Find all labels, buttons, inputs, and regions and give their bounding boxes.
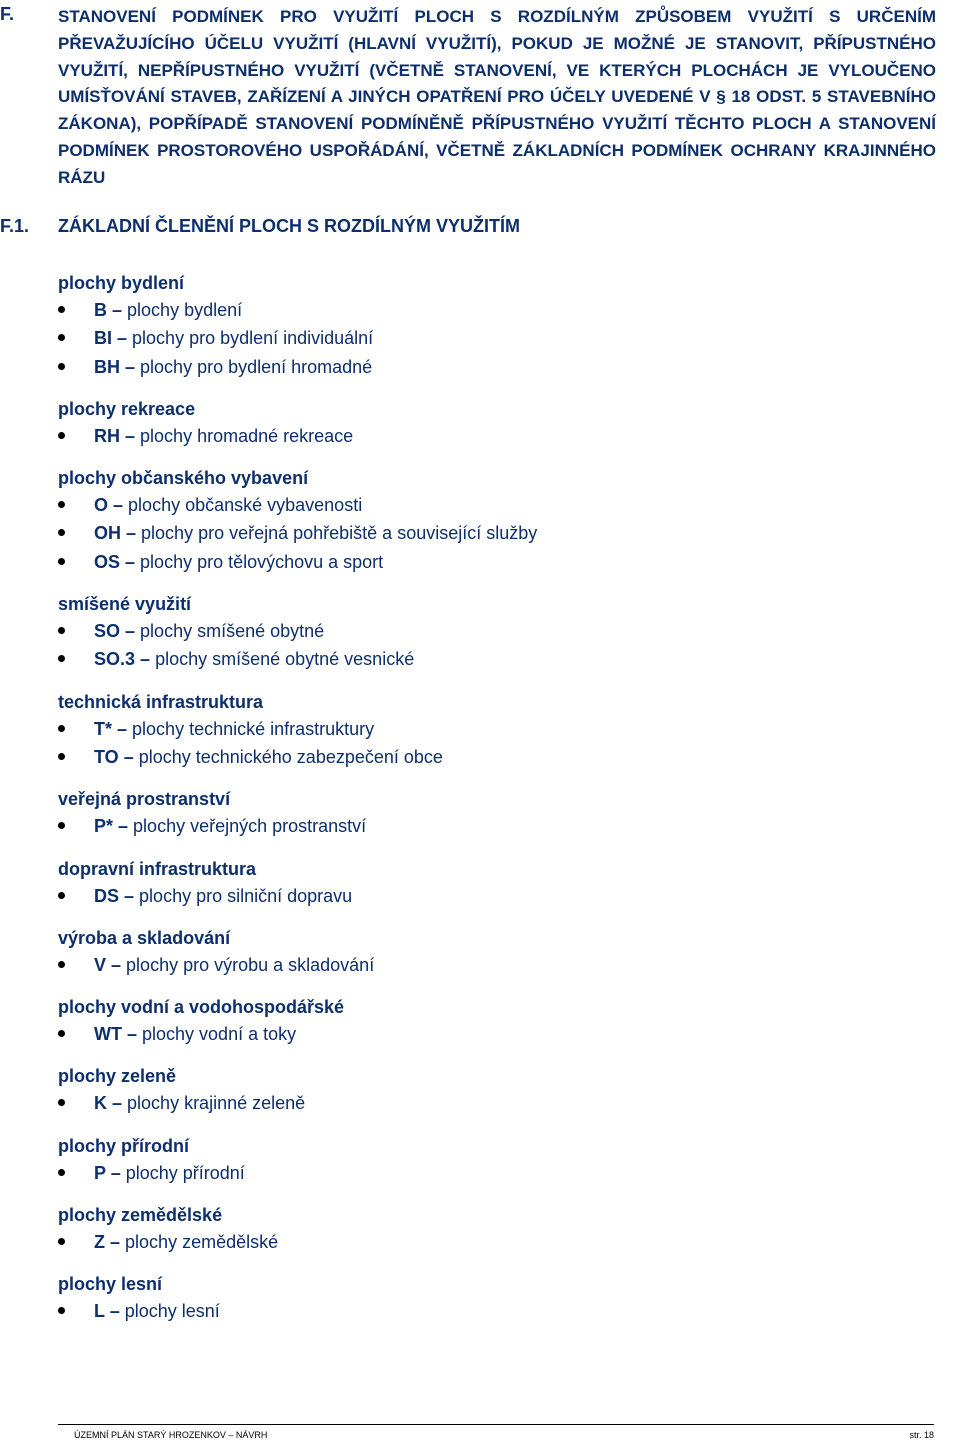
dash-separator: –: [112, 300, 123, 320]
bullet-icon: [58, 334, 65, 341]
dash-separator: –: [109, 1301, 120, 1322]
category-code: L: [94, 1301, 105, 1322]
bullet-icon: [58, 363, 65, 370]
land-use-categories: [58, 270, 918, 1341]
category-code: DS: [94, 885, 120, 906]
category-code: BH: [94, 356, 120, 377]
category-group-title: plochy přírodní: [58, 1135, 190, 1156]
category-description: plochy občanské vybavenosti: [123, 495, 363, 516]
bullet-icon: [58, 655, 65, 662]
dash-separator: –: [118, 816, 129, 837]
dash-separator: –: [124, 885, 135, 906]
bullet-icon: [58, 1238, 65, 1245]
bullet-icon: [58, 725, 65, 732]
dash-separator: –: [112, 1093, 123, 1114]
list-item: [58, 422, 918, 450]
category-description: plochy přírodní: [120, 1162, 245, 1183]
category-description: plochy pro bydlení hromadné: [135, 356, 373, 377]
category-group: [58, 994, 918, 1048]
bullet-icon: [58, 1307, 65, 1314]
dash-separator: –: [117, 718, 128, 739]
category-code: P*: [94, 816, 114, 837]
list-item: [58, 617, 918, 645]
list-item: [58, 951, 918, 979]
bullet-icon: [58, 627, 65, 634]
category-group: [58, 396, 918, 450]
category-description: plochy pro veřejná pohřebiště a související služby: [136, 523, 538, 544]
bullet-icon: [58, 961, 65, 968]
category-group-title: plochy lesní: [58, 1274, 163, 1295]
category-group: [58, 1063, 918, 1117]
list-item: [58, 491, 918, 519]
category-group: [58, 856, 918, 910]
category-group-title: výroba a skladování: [58, 927, 231, 948]
dash-separator: –: [123, 746, 134, 767]
category-description: plochy pro tělovýchovu a sport: [135, 551, 384, 572]
category-code: OS: [94, 551, 121, 572]
category-group: [58, 1271, 918, 1325]
list-item: [58, 645, 918, 673]
category-group-title: smíšené využití: [58, 594, 192, 615]
page-footer: [58, 1424, 934, 1440]
dash-separator: –: [140, 649, 151, 670]
bullet-icon: [58, 1030, 65, 1037]
bullet-icon: [58, 753, 65, 760]
footer-document-title: ÚZEMNÍ PLÁN STARÝ HROZENKOV – NÁVRH: [74, 1430, 268, 1440]
category-description: plochy vodní a toky: [137, 1024, 297, 1045]
list-item: [58, 519, 918, 547]
category-group-title: plochy bydlení: [58, 273, 185, 293]
dash-separator: –: [125, 621, 136, 642]
category-group-title: dopravní infrastruktura: [58, 858, 257, 879]
list-item: [58, 1159, 918, 1187]
category-group: [58, 689, 918, 772]
category-group: [58, 270, 918, 381]
list-item: [58, 353, 918, 381]
category-code: SO: [94, 621, 121, 642]
dash-separator: –: [126, 523, 137, 544]
bullet-icon: [58, 822, 65, 829]
category-code: OH: [94, 523, 121, 544]
category-description: plochy hromadné rekreace: [135, 425, 354, 446]
category-code: B: [94, 300, 107, 320]
bullet-icon: [58, 529, 65, 536]
category-description: plochy pro bydlení individuální: [127, 328, 374, 349]
category-group-title: plochy zeleně: [58, 1066, 177, 1087]
bullet-icon: [58, 1169, 65, 1176]
list-item: [58, 1297, 918, 1325]
list-item: [58, 812, 918, 840]
category-description: plochy krajinné zeleně: [122, 1093, 306, 1114]
category-code: P: [94, 1162, 106, 1183]
section-number: F.1.: [0, 216, 30, 236]
list-item: [58, 715, 918, 743]
category-group-title: plochy zemědělské: [58, 1205, 223, 1226]
list-item: [58, 882, 918, 910]
category-description: plochy smíšené obytné: [135, 621, 325, 642]
chapter-number: F.: [0, 4, 15, 24]
category-group-title: veřejná prostranství: [58, 789, 231, 810]
category-description: plochy pro výrobu a skladování: [121, 954, 375, 975]
list-item: [58, 548, 918, 576]
dash-separator: –: [125, 356, 136, 377]
category-code: SO.3: [94, 649, 136, 670]
dash-separator: –: [127, 1024, 138, 1045]
footer-page-number: str. 18: [909, 1430, 934, 1440]
list-item: [58, 1020, 918, 1048]
list-item: [58, 324, 918, 352]
category-code: K: [94, 1093, 107, 1114]
category-group: [58, 1202, 918, 1256]
dash-separator: –: [117, 328, 128, 349]
category-description: plochy bydlení: [122, 300, 243, 320]
category-code: O: [94, 495, 109, 516]
category-group: [58, 925, 918, 979]
category-code: V: [94, 954, 107, 975]
category-code: WT: [94, 1024, 122, 1045]
dash-separator: –: [125, 425, 136, 446]
category-code: T*: [94, 718, 112, 739]
category-code: BI: [94, 328, 112, 349]
category-description: plochy zemědělské: [120, 1232, 279, 1253]
bullet-icon: [58, 501, 65, 508]
category-group: [58, 786, 918, 840]
bullet-icon: [58, 892, 65, 899]
category-description: plochy lesní: [119, 1301, 220, 1322]
section-title: ZÁKLADNÍ ČLENĚNÍ PLOCH S ROZDÍLNÝM VYUŽITÍM: [58, 216, 520, 236]
list-item: [58, 1228, 918, 1256]
bullet-icon: [58, 558, 65, 565]
category-code: TO: [94, 746, 119, 767]
dash-separator: –: [110, 1162, 121, 1183]
bullet-icon: [58, 432, 65, 439]
chapter-title: STANOVENÍ PODMÍNEK PRO VYUŽITÍ PLOCH S ROZDÍLNÝM ZPŮSOBEM VYUŽITÍ S URČENÍM PŘEVAŽUJÍCÍHO ÚČELU VYUŽITÍ (HLAVNÍ VYUŽITÍ), POKUD JE MOŽNÉ JE STANOVIT, PŘÍPUSTNÉHO VYUŽITÍ, NEPŘÍPUSTNÉHO VYUŽITÍ (VČETNĚ STANOVENÍ, VE KTERÝCH PLOCHÁCH JE VYLOUČENO UMÍSŤOVÁNÍ STAVEB, ZAŘÍZENÍ A JINÝCH OPATŘENÍ PRO ÚČELY UVEDENÉ V § 18 ODST. 5 STAVEBNÍHO ZÁKONA), POPŘÍPADĚ STANOVENÍ PODMÍNĚNĚ PŘÍPUSTNÉHO VYUŽITÍ TĚCHTO PLOCH A STANOVENÍ PODMÍNEK PROSTOROVÉHO USPOŘÁDÁNÍ, VČETNĚ ZÁKLADNÍCH PODMÍNEK OCHRANY KRAJINNÉHO RÁZU: [58, 7, 936, 187]
category-description: plochy veřejných prostranství: [128, 816, 367, 837]
bullet-icon: [58, 306, 65, 313]
list-item: [58, 743, 918, 771]
category-group: [58, 465, 918, 576]
category-description: plochy pro silniční dopravu: [134, 885, 353, 906]
category-group-title: plochy vodní a vodohospodářské: [58, 997, 345, 1018]
bullet-icon: [58, 1099, 65, 1106]
category-group-title: plochy občanského vybavení: [58, 468, 309, 489]
category-group-title: technická infrastruktura: [58, 691, 264, 712]
category-description: plochy technického zabezpečení obce: [133, 746, 443, 767]
category-code: RH: [94, 425, 120, 446]
category-code: Z: [94, 1232, 105, 1253]
category-group: [58, 591, 918, 674]
dash-separator: –: [110, 1232, 121, 1253]
dash-separator: –: [111, 954, 122, 975]
category-description: plochy smíšené obytné vesnické: [150, 649, 415, 670]
category-description: plochy technické infrastruktury: [127, 718, 375, 739]
category-group: [58, 1133, 918, 1187]
dash-separator: –: [113, 495, 124, 516]
dash-separator: –: [125, 551, 136, 572]
list-item: [58, 1089, 918, 1117]
category-group-title: plochy rekreace: [58, 398, 196, 419]
list-item: [58, 296, 918, 324]
